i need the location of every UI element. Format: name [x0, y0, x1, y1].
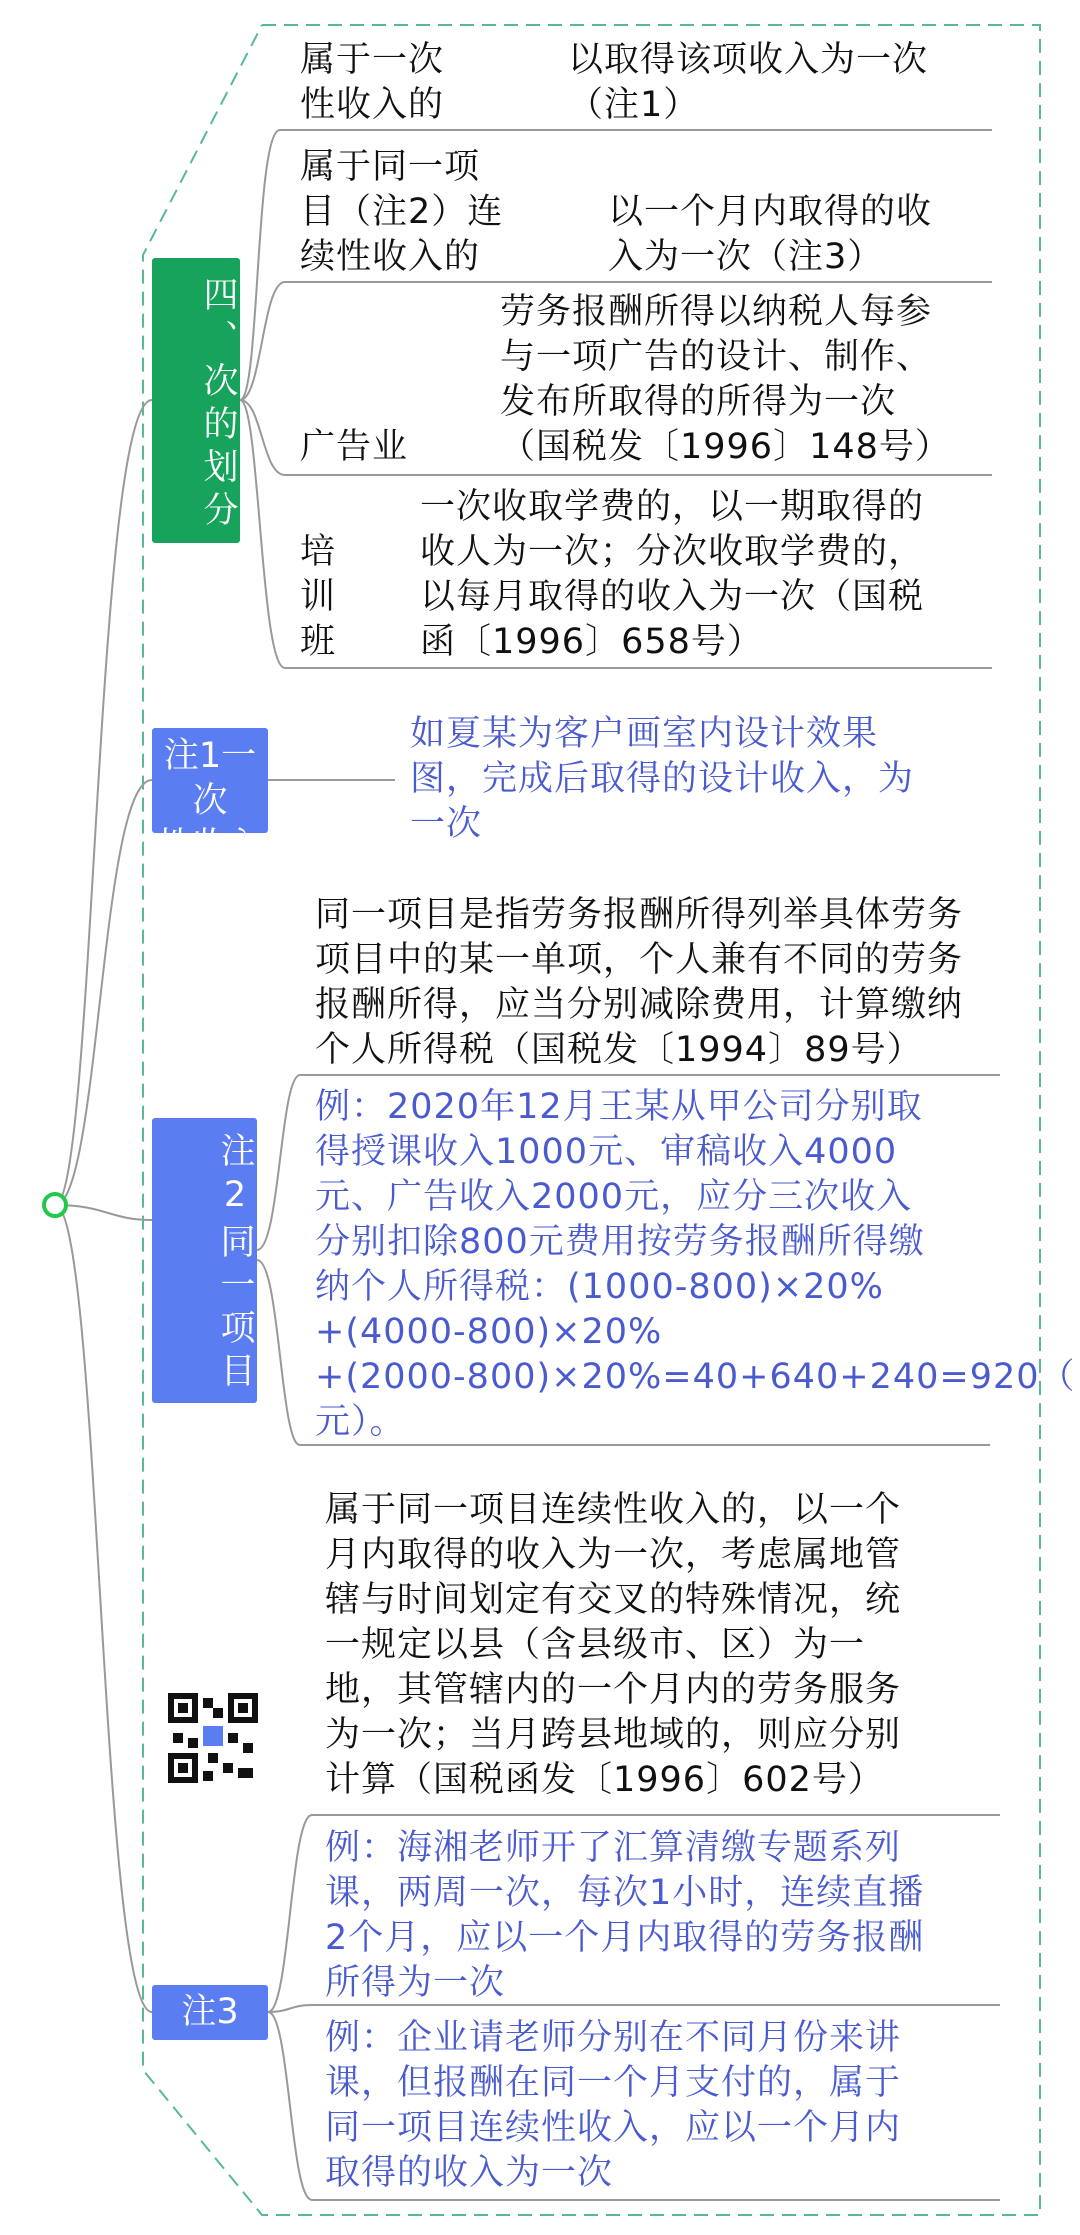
section4-row4-right: 一次收取学费的，以一期取得的 收人为一次；分次收取学费的， 以每月取得的收入为一次（国税 函〔1996〕658号）	[420, 487, 925, 662]
note2-example: 例：2020年12月王某从甲公司分别取 得授课收入1000元、审稿收入4000 元、广告收入2000元，应分三次收入 分别扣除800元费用按劳务报酬所得缴 纳个人所得税：(1000-800)×20% +(4000-800)×20% +(2000-800)×20%=40+640+240=920（ 元）。	[315, 1087, 1076, 1442]
note3-example2: 例：企业请老师分别在不同月份来讲 课，但报酬在同一个月支付的，属于 同一项目连续性收入，应以一个月内 取得的收入为一次	[325, 2018, 902, 2193]
section4-row1-left: 属于一次 性收入的	[300, 40, 445, 125]
section4-title-node[interactable]: 四、次的划分	[152, 258, 240, 543]
section4-row1-right: 以取得该项收入为一次 （注1）	[568, 40, 929, 125]
note2-title-node[interactable]: 注2同一项目	[152, 1118, 257, 1403]
note1-title-node[interactable]: 注1一次 性收入	[152, 728, 268, 833]
note3-title-node[interactable]: 注3	[152, 1985, 268, 2040]
qr-code-icon[interactable]	[168, 1693, 258, 1783]
note3-example1: 例：海湘老师开了汇算清缴专题系列 课，两周一次，每次1小时，连续直播 2个月，应以一个月内取得的劳务报酬 所得为一次	[325, 1828, 925, 2003]
note2-definition: 同一项目是指劳务报酬所得列举具体劳务 项目中的某一单项，个人兼有不同的劳务 报酬所得，应当分别减除费用，计算缴纳 个人所得税（国税发〔1994〕89号）	[315, 895, 964, 1070]
trunk-to-section4	[55, 400, 152, 1205]
section4-row3-right: 劳务报酬所得以纳税人每参 与一项广告的设计、制作、 发布所取得的所得为一次 （国税发〔1996〕148号）	[500, 292, 951, 467]
note1-text: 如夏某为客户画室内设计效果 图，完成后取得的设计收入，为 一次	[410, 714, 915, 844]
trunk-to-note3	[55, 1205, 152, 2012]
section4-row2-right: 以一个月内取得的收 入为一次（注3）	[608, 192, 933, 277]
note3-definition: 属于同一项目连续性收入的，以一个 月内取得的收入为一次，考虑属地管 辖与时间划定有交叉的特殊情况，统 一规定以县（含县级市、区）为一 地，其管辖内的一个月内的劳务服务 为一次；当月跨县地域的，则应分别 计算（国税函发〔1996〕602号）	[325, 1490, 902, 1800]
section4-row2-left: 属于同一项 目（注2）连 续性收入的	[300, 147, 504, 277]
trunk-to-note1	[55, 780, 152, 1205]
section4-row4-left: 培 训 班	[300, 532, 337, 662]
root-node	[44, 1194, 66, 1216]
trunk-to-note2	[55, 1205, 152, 1220]
section4-row3-left: 广告业	[300, 427, 409, 467]
